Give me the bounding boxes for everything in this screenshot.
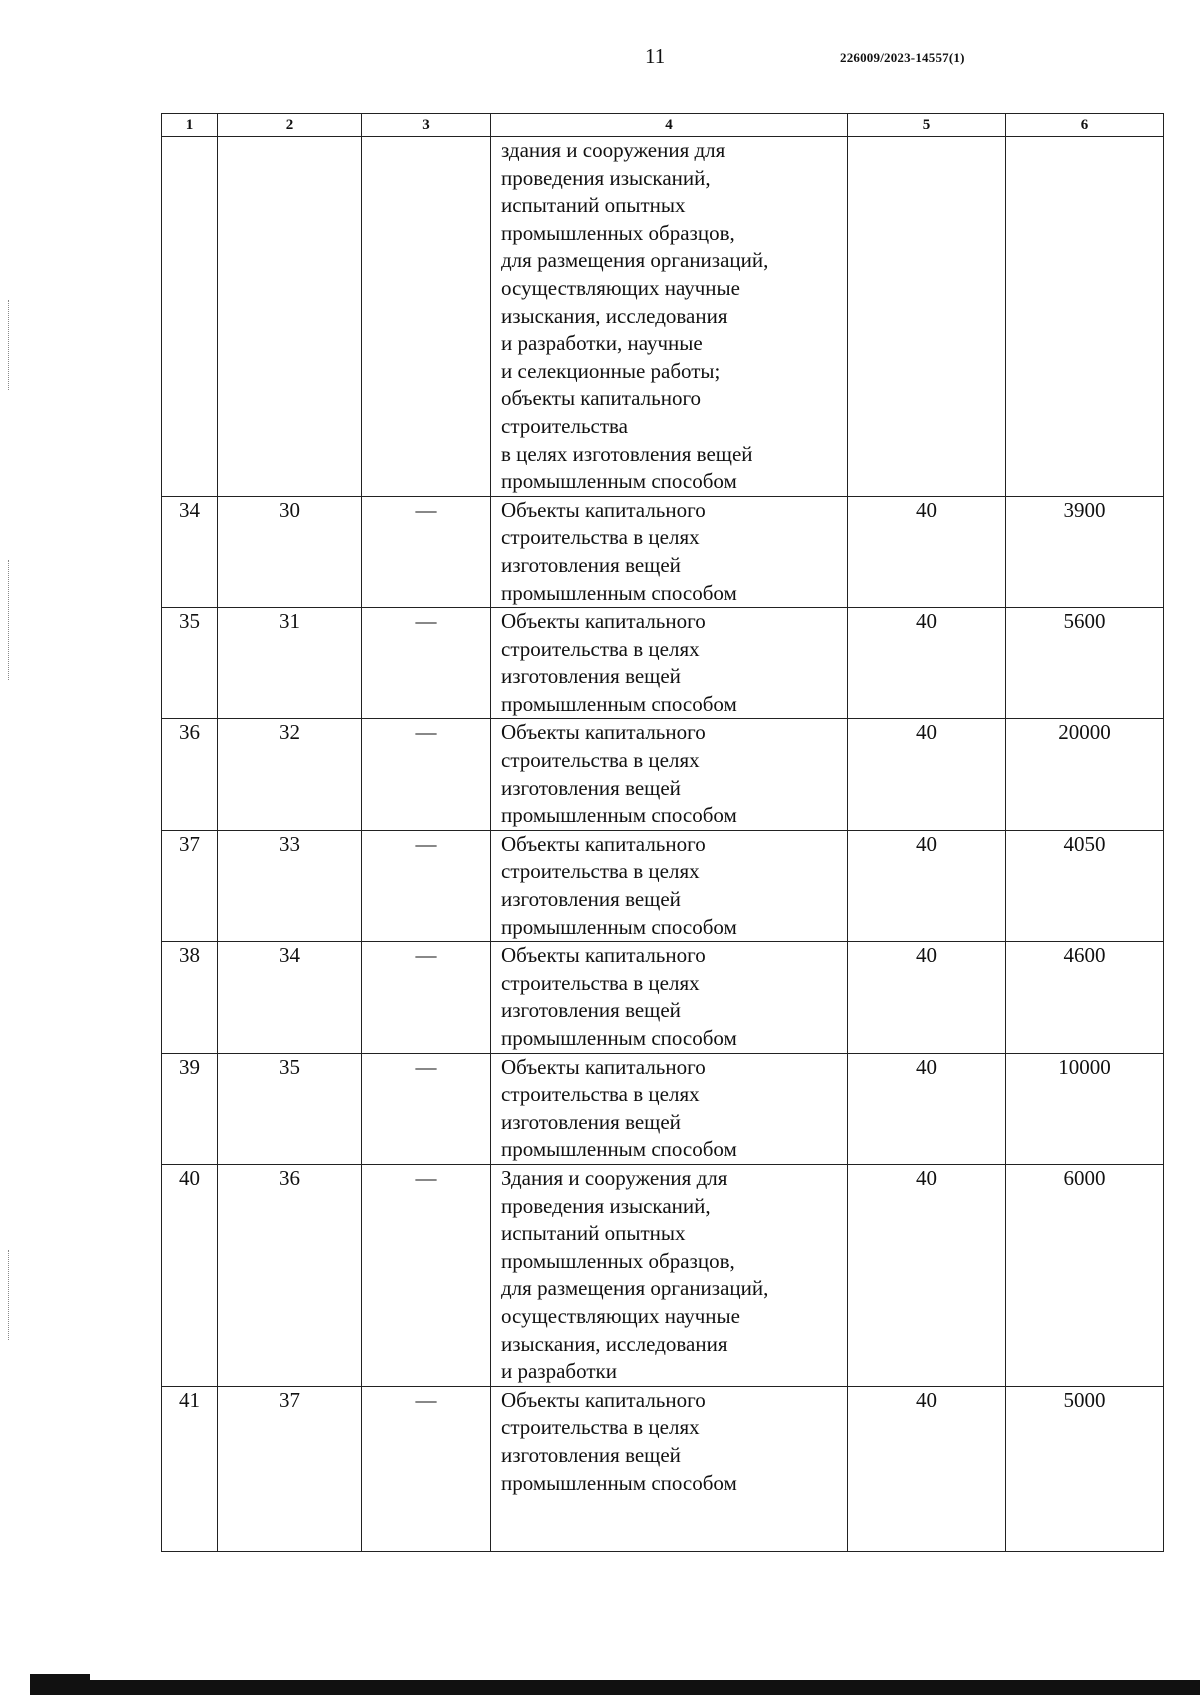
cell-col6: 4050: [1006, 830, 1164, 941]
column-header: 3: [362, 114, 491, 137]
cell-col3: [362, 137, 491, 497]
table-row: [162, 830, 1164, 941]
cell-col3: —: [362, 942, 491, 1053]
cell-col3: —: [362, 496, 491, 607]
cell-col5: 40: [848, 1386, 1006, 1551]
cell-description: Объекты капитального строительства в целях изготовления вещей промышленным способом: [491, 719, 848, 830]
cell-col6: 10000: [1006, 1053, 1164, 1164]
document-id: 226009/2023-14557(1): [840, 50, 965, 65]
margin-scan-marks: [8, 1250, 11, 1340]
cell-col5: 40: [848, 719, 1006, 830]
cell-number: 40: [162, 1164, 218, 1386]
page-number: 11: [645, 44, 666, 68]
cell-zone: 35: [218, 1053, 362, 1164]
cell-zone: 30: [218, 496, 362, 607]
cell-col6: 20000: [1006, 719, 1164, 830]
cell-col3: —: [362, 1386, 491, 1551]
cell-col3: —: [362, 1164, 491, 1386]
cell-number: 34: [162, 496, 218, 607]
cell-zone: 32: [218, 719, 362, 830]
cell-col6: 3900: [1006, 496, 1164, 607]
cell-description: Объекты капитального строительства в целях изготовления вещей промышленным способом: [491, 608, 848, 719]
cell-col5: 40: [848, 1164, 1006, 1386]
cell-col6: [1006, 137, 1164, 497]
cell-col6: 5600: [1006, 608, 1164, 719]
cell-col6: 6000: [1006, 1164, 1164, 1386]
table-row: [162, 1053, 1164, 1164]
column-header: 1: [162, 114, 218, 137]
cell-number: 35: [162, 608, 218, 719]
cell-description: Здания и сооружения для проведения изысканий, испытаний опытных промышленных образцов, для размещения организаций, осуществляющих научные изыскания, исследования и разработки: [491, 1164, 848, 1386]
margin-scan-marks: [8, 560, 11, 680]
data-table: [161, 113, 1164, 1552]
margin-scan-marks: [8, 300, 11, 390]
cell-description: Объекты капитального строительства в целях изготовления вещей промышленным способом: [491, 496, 848, 607]
cell-zone: 36: [218, 1164, 362, 1386]
cell-zone: [218, 137, 362, 497]
column-header: 5: [848, 114, 1006, 137]
cell-description: Объекты капитального строительства в целях изготовления вещей промышленным способом: [491, 1053, 848, 1164]
cell-col5: [848, 137, 1006, 497]
cell-col3: —: [362, 608, 491, 719]
cell-col3: —: [362, 719, 491, 830]
table-row-continuation: [162, 137, 1164, 497]
cell-col5: 40: [848, 496, 1006, 607]
table-row: [162, 1164, 1164, 1386]
cell-zone: 31: [218, 608, 362, 719]
table-row: [162, 1386, 1164, 1551]
cell-col6: 5000: [1006, 1386, 1164, 1551]
cell-col5: 40: [848, 830, 1006, 941]
cell-col5: 40: [848, 942, 1006, 1053]
cell-number: [162, 137, 218, 497]
table-row: [162, 608, 1164, 719]
cell-col5: 40: [848, 1053, 1006, 1164]
cell-description: Объекты капитального строительства в целях изготовления вещей промышленным способом: [491, 830, 848, 941]
cell-number: 41: [162, 1386, 218, 1551]
cell-col6: 4600: [1006, 942, 1164, 1053]
table-row: [162, 496, 1164, 607]
cell-col3: —: [362, 1053, 491, 1164]
cell-description: здания и сооружения для проведения изысканий, испытаний опытных промышленных образцов, для размещения организаций, осуществляющих научные изыскания, исследования и разработки, научные и селекционные работы; объекты капитального строительства в целях изготовления вещей промышленным способом: [491, 137, 848, 497]
cell-number: 36: [162, 719, 218, 830]
cell-number: 38: [162, 942, 218, 1053]
scan-edge-bar: [30, 1680, 1200, 1695]
column-header: 4: [491, 114, 848, 137]
column-header: 6: [1006, 114, 1164, 137]
cell-zone: 33: [218, 830, 362, 941]
cell-number: 39: [162, 1053, 218, 1164]
cell-description: Объекты капитального строительства в целях изготовления вещей промышленным способом: [491, 942, 848, 1053]
cell-number: 37: [162, 830, 218, 941]
cell-zone: 34: [218, 942, 362, 1053]
table-row: [162, 719, 1164, 830]
column-header: 2: [218, 114, 362, 137]
cell-col5: 40: [848, 608, 1006, 719]
cell-zone: 37: [218, 1386, 362, 1551]
table-row: [162, 942, 1164, 1053]
table-header-row: [162, 114, 1164, 137]
cell-col3: —: [362, 830, 491, 941]
cell-description: Объекты капитального строительства в целях изготовления вещей промышленным способом: [491, 1386, 848, 1551]
